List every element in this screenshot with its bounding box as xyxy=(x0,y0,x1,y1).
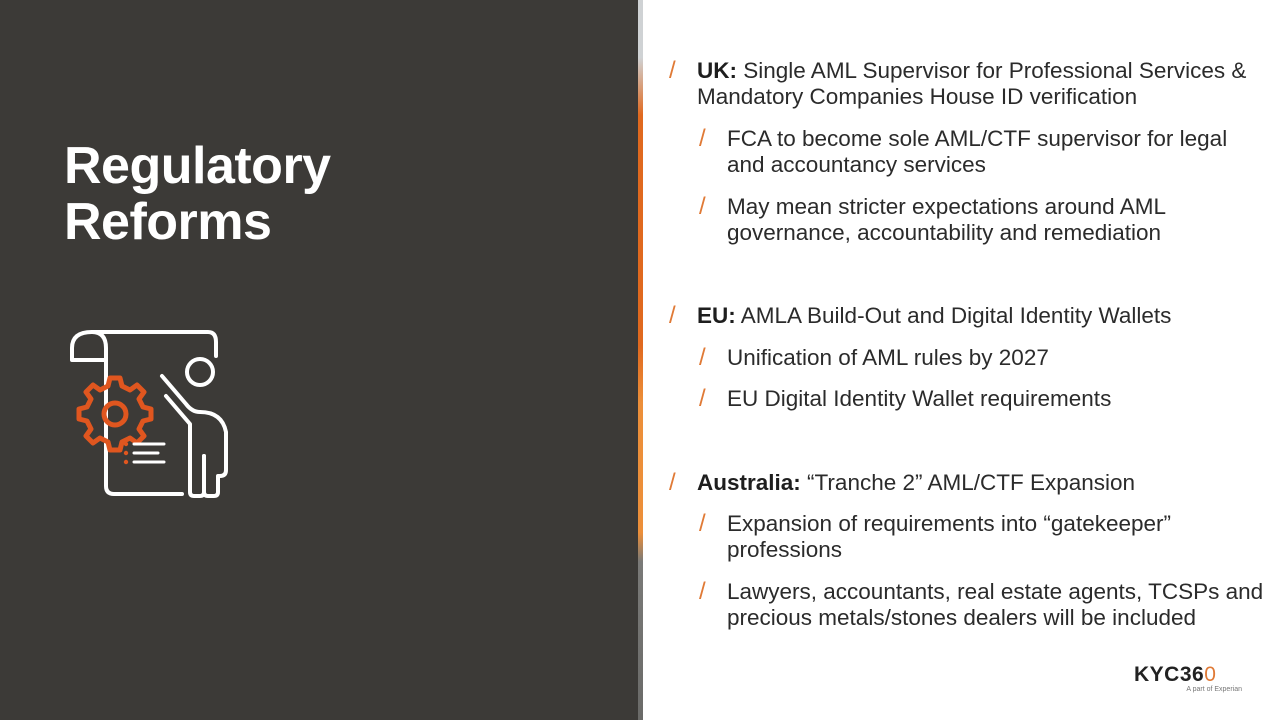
section-label: EU: xyxy=(697,303,736,328)
regulation-person-document-gear-icon xyxy=(62,320,242,500)
section-heading: Single AML Supervisor for Professional Services & Mandatory Companies House ID verification xyxy=(697,58,1247,109)
title-panel xyxy=(0,0,638,720)
logo-brand-accent: 0 xyxy=(1204,663,1217,686)
bullet-slash-icon: / xyxy=(699,578,706,605)
bullet-slash-icon: / xyxy=(699,344,706,371)
slide-title-line1: Regulatory xyxy=(64,137,331,195)
bullet-slash-icon: / xyxy=(669,302,676,329)
section-heading: AMLA Build-Out and Digital Identity Wallets xyxy=(735,303,1172,328)
bullet-slash-icon: / xyxy=(669,57,676,84)
bullet-slash-icon: / xyxy=(699,385,706,412)
sub-bullet-text: Lawyers, accountants, real estate agents, TCSPs and precious metals/stones dealers will be included xyxy=(727,579,1264,630)
section-australia xyxy=(669,470,1257,496)
sub-bullet-text: Unification of AML rules by 2027 xyxy=(727,345,1049,370)
section-heading: “Tranche 2” AML/CTF Expansion xyxy=(800,470,1136,495)
bullet-slash-icon: / xyxy=(699,510,706,537)
bullet-slash-icon: / xyxy=(699,193,706,220)
logo-tagline: A part of Experian xyxy=(1186,686,1242,693)
logo-brand: KYC36 xyxy=(1134,663,1205,686)
sub-bullet-text: FCA to become sole AML/CTF supervisor for legal and accountancy services xyxy=(727,126,1228,177)
kyc360-logo xyxy=(1134,664,1246,694)
sub-bullet xyxy=(699,579,1267,631)
section-eu xyxy=(669,303,1257,329)
bullet-slash-icon: / xyxy=(669,469,676,496)
section-uk xyxy=(669,58,1257,110)
section-label: UK: xyxy=(697,58,737,83)
content-panel xyxy=(643,0,1280,720)
section-label: Australia: xyxy=(697,470,801,495)
sub-bullet xyxy=(699,345,1267,371)
sub-bullet xyxy=(699,194,1227,246)
sub-bullet xyxy=(699,126,1267,178)
sub-bullet-text: EU Digital Identity Wallet requirements xyxy=(727,386,1112,411)
sub-bullet xyxy=(699,386,1267,412)
sub-bullet-text: Expansion of requirements into “gatekeeper” professions xyxy=(727,511,1172,562)
sub-bullet-text: May mean stricter expectations around AML governance, accountability and remediation xyxy=(727,194,1166,245)
slide-title-line2: Reforms xyxy=(64,193,272,251)
slide-title xyxy=(64,138,331,250)
sub-bullet xyxy=(699,511,1237,563)
bullet-slash-icon: / xyxy=(699,125,706,152)
